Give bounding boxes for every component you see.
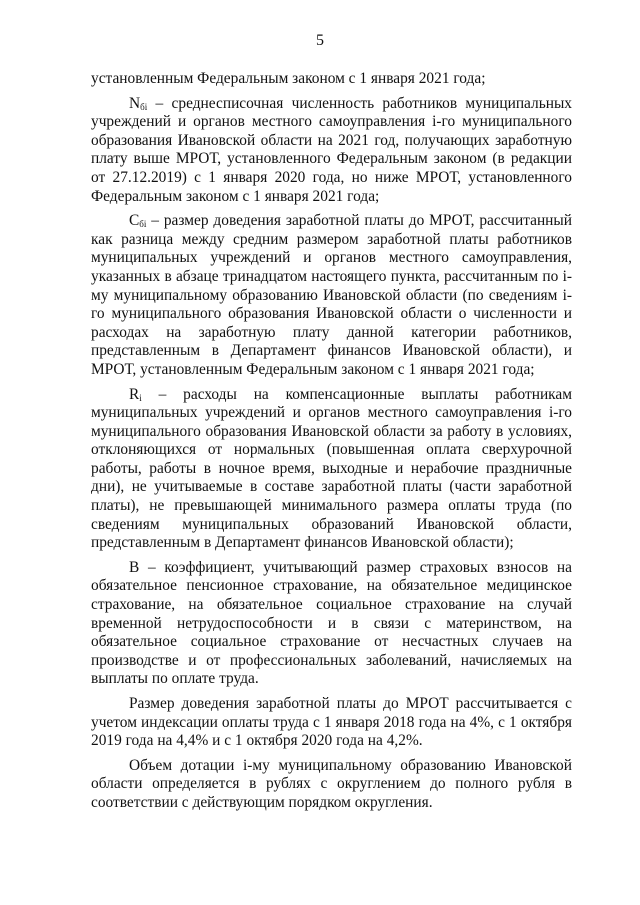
paragraph-text: Объем дотации i-му муниципальному образованию Ивановской области определяется в рублях с округлением до полного рубля в соответствии с действующим порядком округления. bbox=[91, 756, 572, 811]
formula-symbol: N bbox=[129, 94, 141, 112]
paragraph-indexation bbox=[91, 695, 572, 751]
paragraph-text: Размер доведения заработной платы до МРОТ рассчитывается с учетом индексации оплаты труда с 1 января 2018 года на 4%, с 1 октября 2019 года на 4,4% и с 1 октября 2020 года на 4,2%. bbox=[91, 695, 572, 750]
paragraph-text: – среднесписочная численность работников муниципальных учреждений и органов местного самоуправления i-го муниципального образования Ивановской области на 2021 год, получающих заработную плату выше МРОТ, установленного Федеральным законом (в редакции от 27.12.2019) с 1 января 2020 года, но ниже МРОТ, установленного Федеральным законом с 1 января 2021 года; bbox=[91, 94, 572, 205]
paragraph-rounding bbox=[91, 757, 572, 813]
paragraph-text: – расходы на компенсационные выплаты работникам муниципальных учреждений и органов местного самоуправления i-го муниципального образования Ивановской области за работу в условиях, отклоняющихся от нормальных (повышенная оплата сверхурочной работы, работы в ночное время, выходные и нерабочие праздничные дни), не учитываемые в составе заработной платы (части заработной платы), не превышающей минимального размера оплаты труда (по сведениям муниципальных образований Ивановской области, представленным в Департамент финансов Ивановской области); bbox=[91, 385, 572, 552]
document-body bbox=[91, 70, 572, 819]
formula-subscript: бi bbox=[139, 219, 147, 230]
paragraph-c-definition bbox=[91, 212, 572, 379]
formula-symbol: C bbox=[129, 212, 140, 230]
formula-subscript: бi bbox=[140, 101, 148, 112]
paragraph-text: – размер доведения заработной платы до МРОТ, рассчитанный как разница между средним размером заработной платы работников муниципальных учреждений и органов местного самоуправления, указанных в абзаце тринадцатом настоящего пункта, рассчитанным по i-му муниципальному образованию Ивановской области (по сведениям i-го муниципального образования Ивановской области о численности и расходах на заработную плату данной категории работников, представленным в Департамент финансов Ивановской области), и МРОТ, установленным Федеральным законом с 1 января 2021 года; bbox=[91, 212, 572, 378]
paragraph-text: В – коэффициент, учитывающий размер страховых взносов на обязательное пенсионное страхование, на обязательное медицинское страхование, на обязательное социальное страхование на случай временной нетрудоспособности и в связи с материнством, на обязательное социальное страхование от несчастных случаев на производстве и от профессиональных заболеваний, начисляемых на выплаты по оплате труда. bbox=[91, 558, 572, 688]
paragraph-continuation bbox=[91, 70, 572, 89]
page-number: 5 bbox=[316, 32, 324, 49]
paragraph-r-definition bbox=[91, 386, 572, 553]
formula-symbol: R bbox=[129, 385, 140, 403]
formula-subscript: i bbox=[139, 392, 142, 403]
paragraph-text: установленным Федеральным законом с 1 января 2021 года; bbox=[91, 70, 486, 87]
paragraph-n-definition bbox=[91, 95, 572, 207]
paragraph-b-definition bbox=[91, 559, 572, 689]
